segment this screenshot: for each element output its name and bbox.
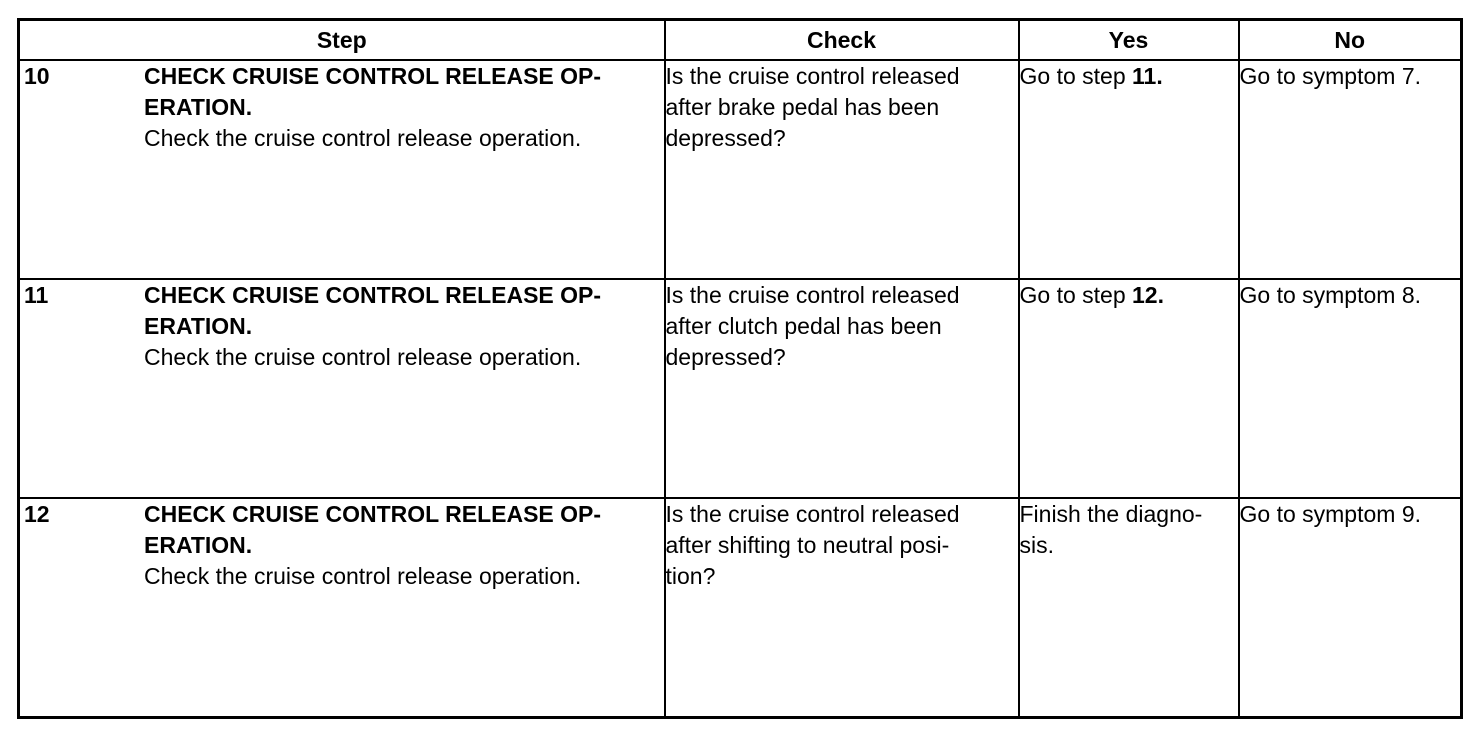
yes-line1: Finish the diagno-: [1019, 500, 1203, 527]
step-instruction: Check the cruise control release operation.: [144, 562, 582, 589]
header-row: [19, 20, 1462, 61]
yes-step-ref: 11.: [1132, 63, 1163, 89]
step-title-line1: CHECK CRUISE CONTROL RELEASE OP-: [144, 63, 602, 89]
check-line2: after brake pedal has been: [665, 94, 940, 120]
step-cell: [19, 279, 665, 498]
table-row: [19, 498, 1462, 718]
yes-text: Go to step: [1019, 63, 1133, 89]
header-yes: Yes: [1019, 20, 1239, 61]
header-step: Step: [19, 20, 665, 61]
step-title-line2: ERATION.: [144, 531, 253, 558]
step-description: [144, 499, 664, 592]
step-title-line1: CHECK CRUISE CONTROL RELEASE OP-: [144, 500, 602, 527]
check-line1: Is the cruise control released: [665, 63, 960, 89]
step-instruction: Check the cruise control release operation.: [144, 343, 582, 370]
no-cell: Go to symptom 7.: [1239, 60, 1462, 279]
check-line1: Is the cruise control released: [665, 281, 960, 308]
check-cell: [665, 279, 1019, 498]
yes-text: Go to step: [1019, 281, 1133, 308]
header-check: Check: [665, 20, 1019, 61]
yes-cell: [1019, 498, 1239, 718]
table-row: [19, 60, 1462, 279]
yes-cell: [1019, 60, 1239, 279]
step-number: 11: [24, 281, 49, 308]
check-line2: after clutch pedal has been: [665, 312, 942, 339]
step-description: [144, 280, 664, 373]
check-cell: [665, 498, 1019, 718]
step-instruction: Check the cruise control release operation.: [144, 125, 582, 151]
check-line2: after shifting to neutral posi-: [665, 531, 950, 558]
header-no: No: [1239, 20, 1462, 61]
check-line1: Is the cruise control released: [665, 500, 960, 527]
yes-line2: sis.: [1019, 531, 1054, 558]
check-line3: depressed?: [665, 125, 786, 151]
step-number: 10: [24, 63, 50, 89]
no-cell: Go to symptom 9.: [1239, 498, 1462, 718]
step-title-line2: ERATION.: [144, 312, 253, 339]
step-cell: [19, 498, 665, 718]
step-description: [144, 61, 664, 154]
yes-cell: [1019, 279, 1239, 498]
no-cell: Go to symptom 8.: [1239, 279, 1462, 498]
check-cell: [665, 60, 1019, 279]
step-title-line2: ERATION.: [144, 94, 253, 120]
diagnosis-table: [17, 18, 1463, 719]
yes-step-ref: 12.: [1132, 281, 1164, 308]
table-row: [19, 279, 1462, 498]
step-number: 12: [24, 500, 50, 527]
step-cell: [19, 60, 665, 279]
check-line3: tion?: [665, 562, 716, 589]
step-title-line1: CHECK CRUISE CONTROL RELEASE OP-: [144, 281, 602, 308]
check-line3: depressed?: [665, 343, 786, 370]
